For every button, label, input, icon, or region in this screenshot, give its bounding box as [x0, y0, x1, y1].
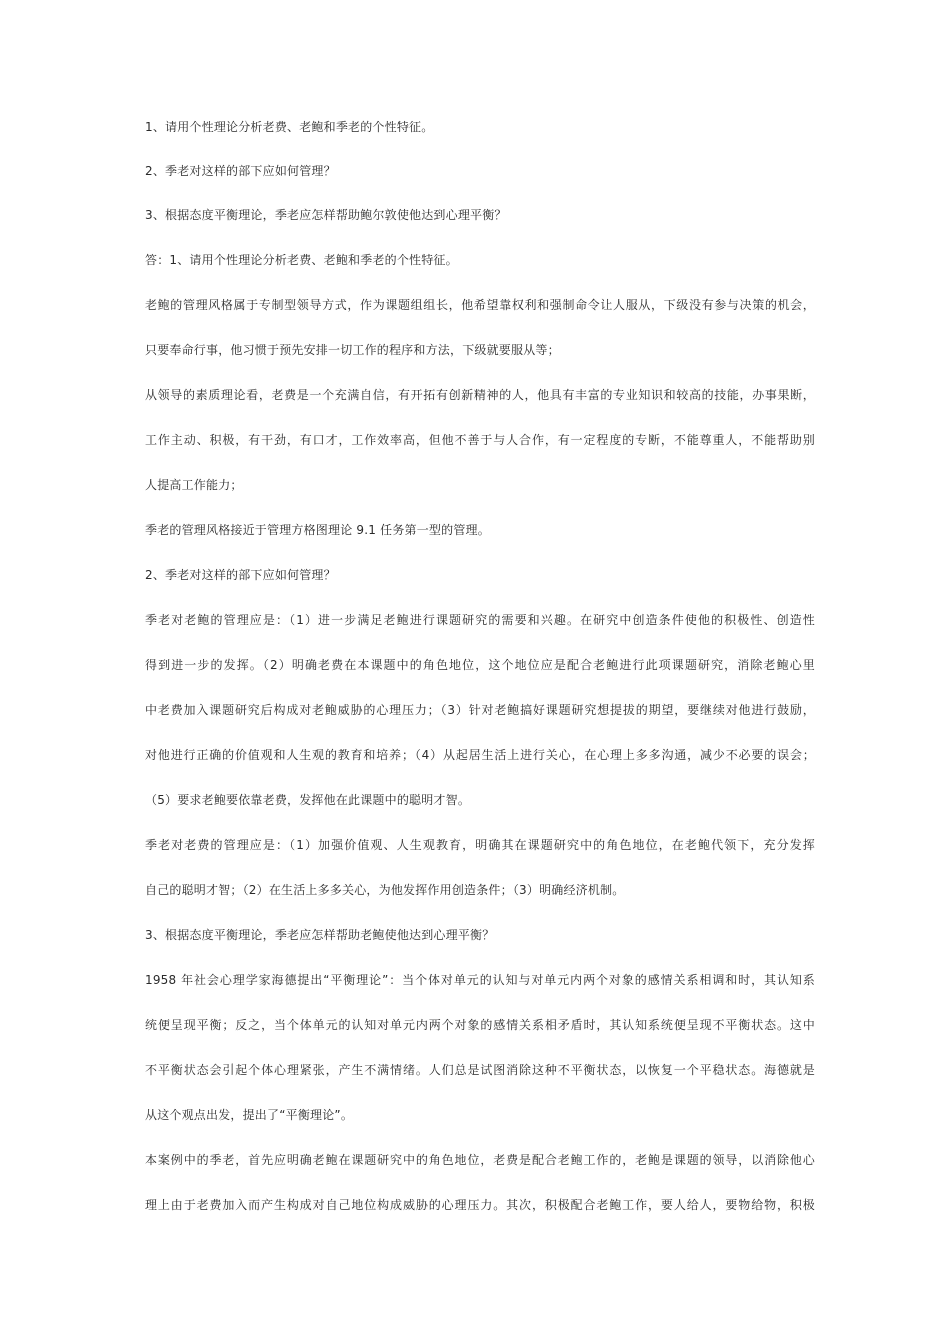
question-1: 1、请用个性理论分析老费、老鲍和季老的个性特征。	[145, 120, 434, 134]
paragraph-line: （5）要求老鲍要依靠老费，发挥他在此课题中的聪明才智。	[145, 793, 471, 807]
paragraph-line: 季老的管理风格接近于管理方格图理论 9.1 任务第一型的管理。	[145, 523, 490, 537]
paragraph-line: 只要奉命行事，他习惯于预先安排一切工作的程序和方法，下级就要服从等；	[145, 343, 560, 357]
question-3: 3、根据态度平衡理论，季老应怎样帮助鲍尔敦使他达到心理平衡？	[145, 208, 507, 222]
paragraph-line: 从领导的素质理论看，老费是一个充满自信，有开拓有创新精神的人，他具有丰富的专业知识和较高的技能，办事果断，	[145, 388, 815, 402]
paragraph-line: 不平衡状态会引起个体心理紧张，产生不满情绪。人们总是试图消除这种不平衡状态，以恢复一个平稳状态。海德就是	[145, 1063, 815, 1077]
answer-1-heading: 答：1、请用个性理论分析老费、老鲍和季老的个性特征。	[145, 253, 458, 267]
answer-2-heading: 2、季老对这样的部下应如何管理？	[145, 568, 336, 582]
answer-3-heading: 3、根据态度平衡理论，季老应怎样帮助老鲍使他达到心理平衡？	[145, 928, 495, 942]
paragraph-line: 本案例中的季老，首先应明确老鲍在课题研究中的角色地位，老费是配合老鲍工作的，老鲍是课题的领导，以消除他心	[145, 1153, 815, 1167]
paragraph-line: 从这个观点出发，提出了“平衡理论”。	[145, 1108, 354, 1122]
paragraph-line: 人提高工作能力；	[145, 478, 243, 492]
paragraph-line: 1958 年社会心理学家海德提出“平衡理论”：当个体对单元的认知与对单元内两个对象的感情关系相调和时，其认知系	[145, 973, 815, 987]
paragraph-line: 统便呈现平衡；反之，当个体单元的认知对单元内两个对象的感情关系相矛盾时，其认知系统便呈现不平衡状态。这中	[145, 1018, 815, 1032]
paragraph-line: 对他进行正确的价值观和人生观的教育和培养；（4）从起居生活上进行关心，在心理上多多沟通，减少不必要的误会；	[145, 748, 815, 762]
paragraph-line: 自己的聪明才智；（2）在生活上多多关心，为他发挥作用创造条件；（3）明确经济机制。	[145, 883, 625, 897]
paragraph-line: 老鲍的管理风格属于专制型领导方式，作为课题组组长，他希望靠权利和强制命令让人服从，下级没有参与决策的机会，	[145, 298, 815, 312]
paragraph-line: 理上由于老费加入而产生构成对自己地位构成威胁的心理压力。其次，积极配合老鲍工作，要人给人，要物给物，积极	[145, 1198, 815, 1212]
paragraph-line: 季老对老鲍的管理应是：（1）进一步满足老鲍进行课题研究的需要和兴趣。在研究中创造条件使他的积极性、创造性	[145, 613, 815, 627]
paragraph-line: 得到进一步的发挥。（2）明确老费在本课题中的角色地位，这个地位应是配合老鲍进行此项课题研究，消除老鲍心里	[145, 658, 815, 672]
paragraph-line: 工作主动、积极，有干劲，有口才，工作效率高，但他不善于与人合作，有一定程度的专断，不能尊重人，不能帮助别	[145, 433, 815, 447]
paragraph-line: 中老费加入课题研究后构成对老鲍威胁的心理压力；（3）针对老鲍搞好课题研究想提拔的期望，要继续对他进行鼓励，	[145, 703, 815, 717]
paragraph-line: 季老对老费的管理应是：（1）加强价值观、人生观教育，明确其在课题研究中的角色地位，在老鲍代领下，充分发挥	[145, 838, 815, 852]
question-2: 2、季老对这样的部下应如何管理？	[145, 164, 336, 178]
